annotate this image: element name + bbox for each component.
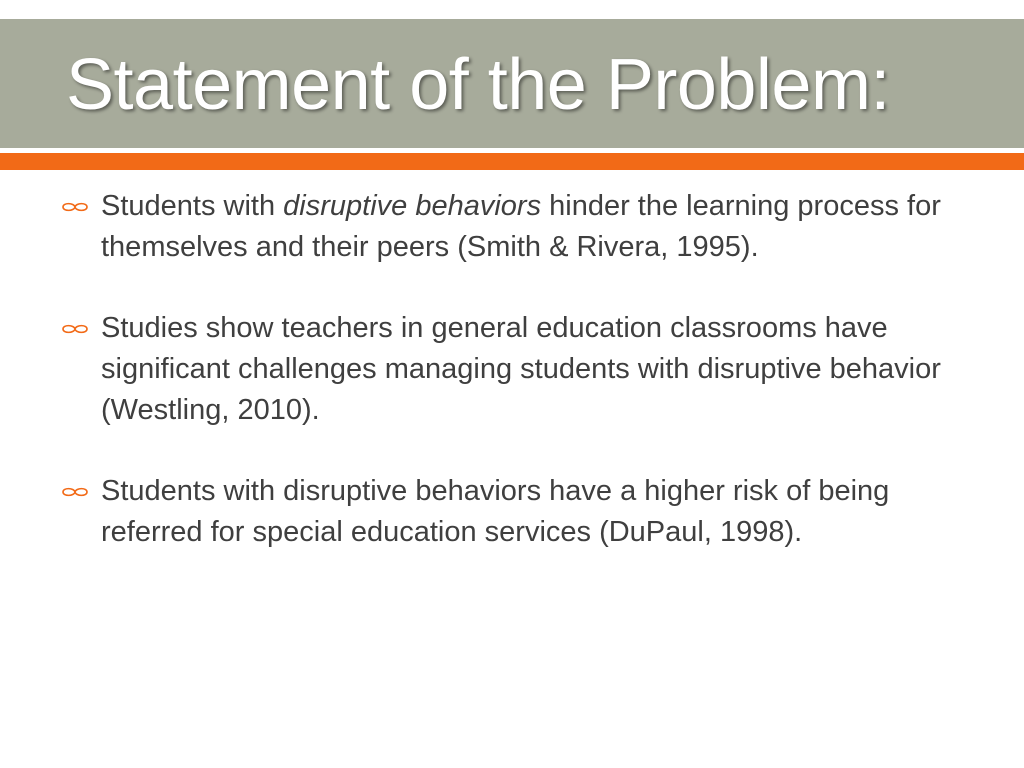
double-loop-bullet-icon: [62, 201, 88, 213]
bullet-list: [0, 186, 1024, 593]
bullet-text: Students with disruptive behaviors have a higher risk of being referred for special education services (DuPaul, 1998).: [101, 475, 890, 548]
double-loop-bullet-icon: [62, 323, 88, 335]
bullet-text: Studies show teachers in general education classrooms have significant challenges managing students with disruptive behavior (Westling, 2010).: [101, 312, 941, 426]
bullet-item: [0, 471, 1024, 553]
top-white-strip: [0, 0, 1024, 19]
bullet-item: [0, 186, 1024, 268]
bullet-text-end: hinder the learning process for themselves and their peers (Smith & Rivera, 1995).: [101, 190, 941, 263]
slide-title: Statement of the Problem:: [66, 45, 890, 125]
bullet-text-start: Students with: [101, 190, 284, 222]
accent-bar: [0, 153, 1024, 170]
bullet-text-emphasis: disruptive behaviors: [283, 190, 542, 222]
bullet-item: [0, 308, 1024, 431]
double-loop-bullet-icon: [62, 486, 88, 498]
